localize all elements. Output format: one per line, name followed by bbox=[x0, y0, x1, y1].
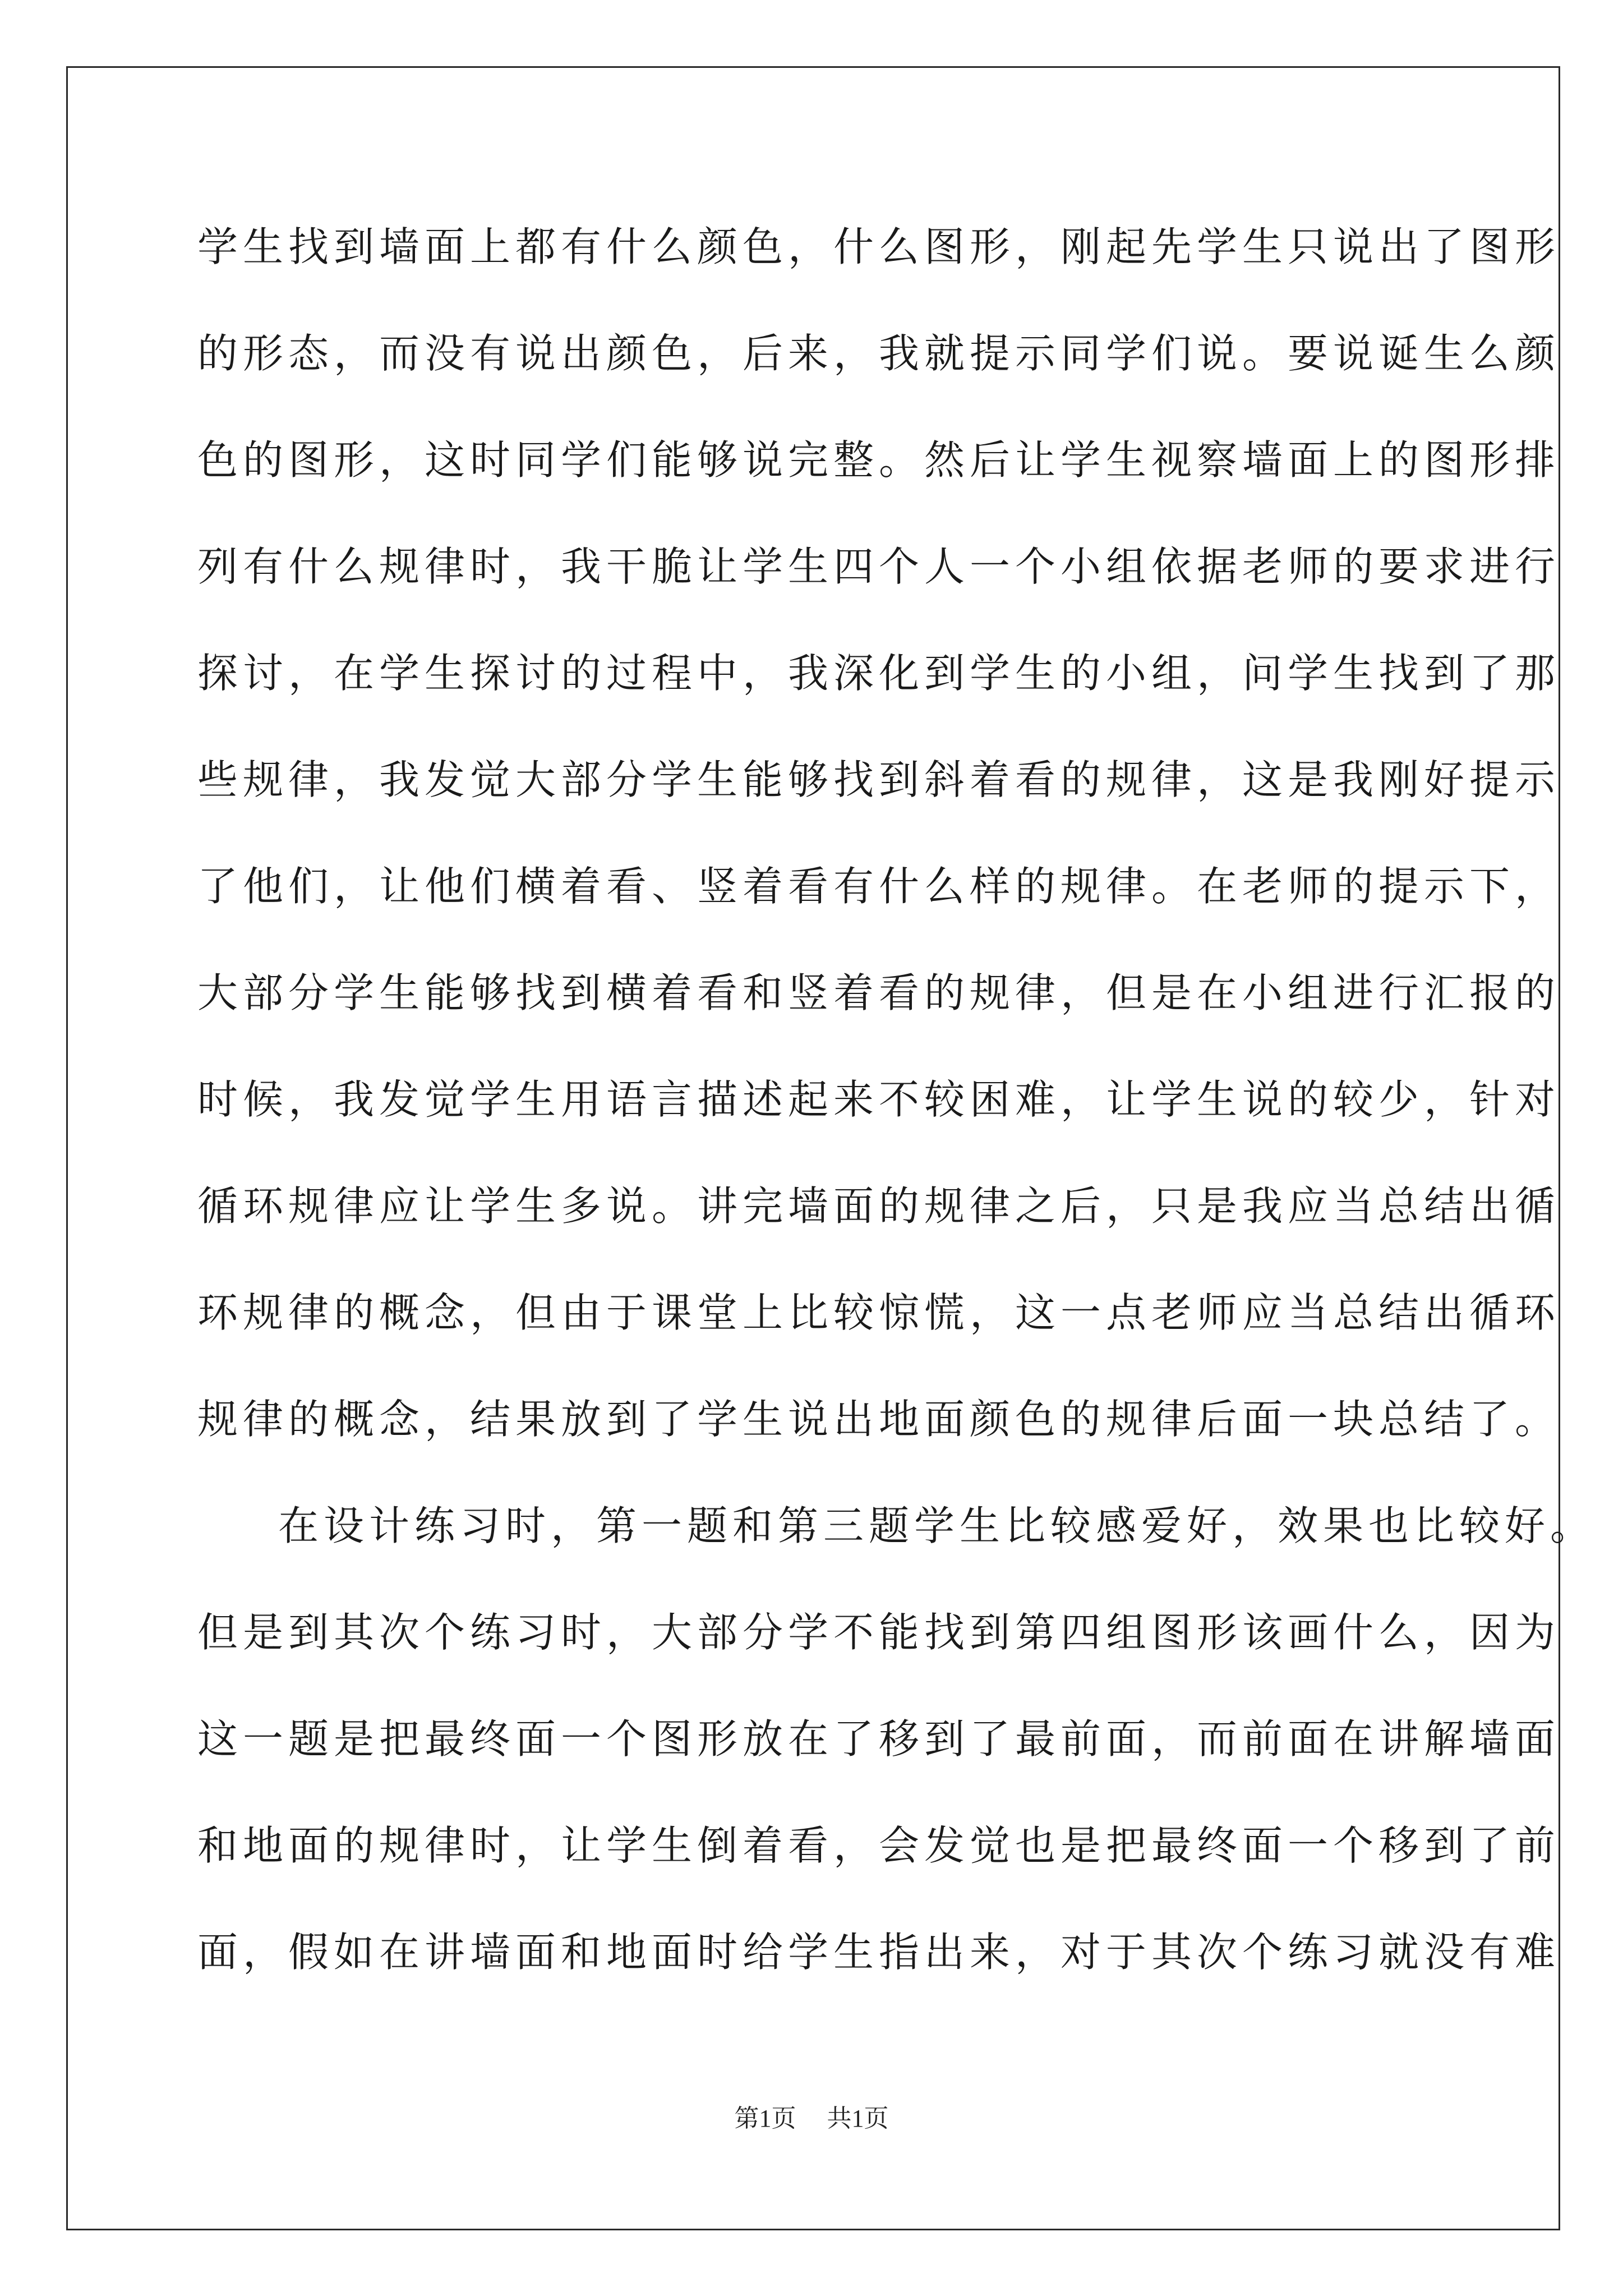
text-line: 了他们，让他们横着看、竖着看有什么样的规律。在老师的提示下， bbox=[197, 863, 1561, 910]
text-line: 和地面的规律时，让学生倒着看，会发觉也是把最终面一个移到了前 bbox=[197, 1822, 1561, 1869]
text-line: 环规律的概念，但由于课堂上比较惊慌，这一点老师应当总结出循环 bbox=[197, 1289, 1561, 1336]
text-line: 的形态，而没有说出颜色，后来，我就提示同学们说。要说诞生么颜 bbox=[197, 330, 1561, 377]
text-line: 面，假如在讲墙面和地面时给学生指出来，对于其次个练习就没有难 bbox=[197, 1929, 1561, 1976]
text-line: 色的图形，这时同学们能够说完整。然后让学生视察墙面上的图形排 bbox=[197, 436, 1561, 484]
text-line: 时候，我发觉学生用语言描述起来不较困难，让学生说的较少，针对 bbox=[197, 1076, 1561, 1123]
text-line: 这一题是把最终面一个图形放在了移到了最前面，而前面在讲解墙面 bbox=[197, 1715, 1561, 1763]
text-line: 大部分学生能够找到横着看和竖着看的规律，但是在小组进行汇报的 bbox=[197, 969, 1561, 1016]
text-line: 但是到其次个练习时，大部分学不能找到第四组图形该画什么，因为 bbox=[197, 1609, 1561, 1656]
document-body bbox=[197, 218, 1596, 2030]
text-line: 循环规律应让学生多说。讲完墙面的规律之后，只是我应当总结出循 bbox=[197, 1182, 1561, 1230]
text-line: 规律的概念，结果放到了学生说出地面颜色的规律后面一块总结了。 bbox=[197, 1396, 1561, 1443]
text-line: 列有什么规律时，我干脆让学生四个人一个小组依据老师的要求进行 bbox=[197, 543, 1561, 590]
text-line: 学生找到墙面上都有什么颜色，什么图形，刚起先学生只说出了图形 bbox=[197, 223, 1561, 270]
page-number: 第1页 bbox=[734, 2105, 796, 2132]
paragraph-start-line: 在设计练习时，第一题和第三题学生比较感爱好，效果也比较好。 bbox=[278, 1502, 1596, 1549]
page-total: 共1页 bbox=[827, 2105, 889, 2132]
text-line: 些规律，我发觉大部分学生能够找到斜着看的规律，这是我刚好提示 bbox=[197, 756, 1561, 803]
text-line: 探讨，在学生探讨的过程中，我深化到学生的小组，问学生找到了那 bbox=[197, 650, 1561, 697]
page-footer bbox=[0, 2098, 1623, 2134]
